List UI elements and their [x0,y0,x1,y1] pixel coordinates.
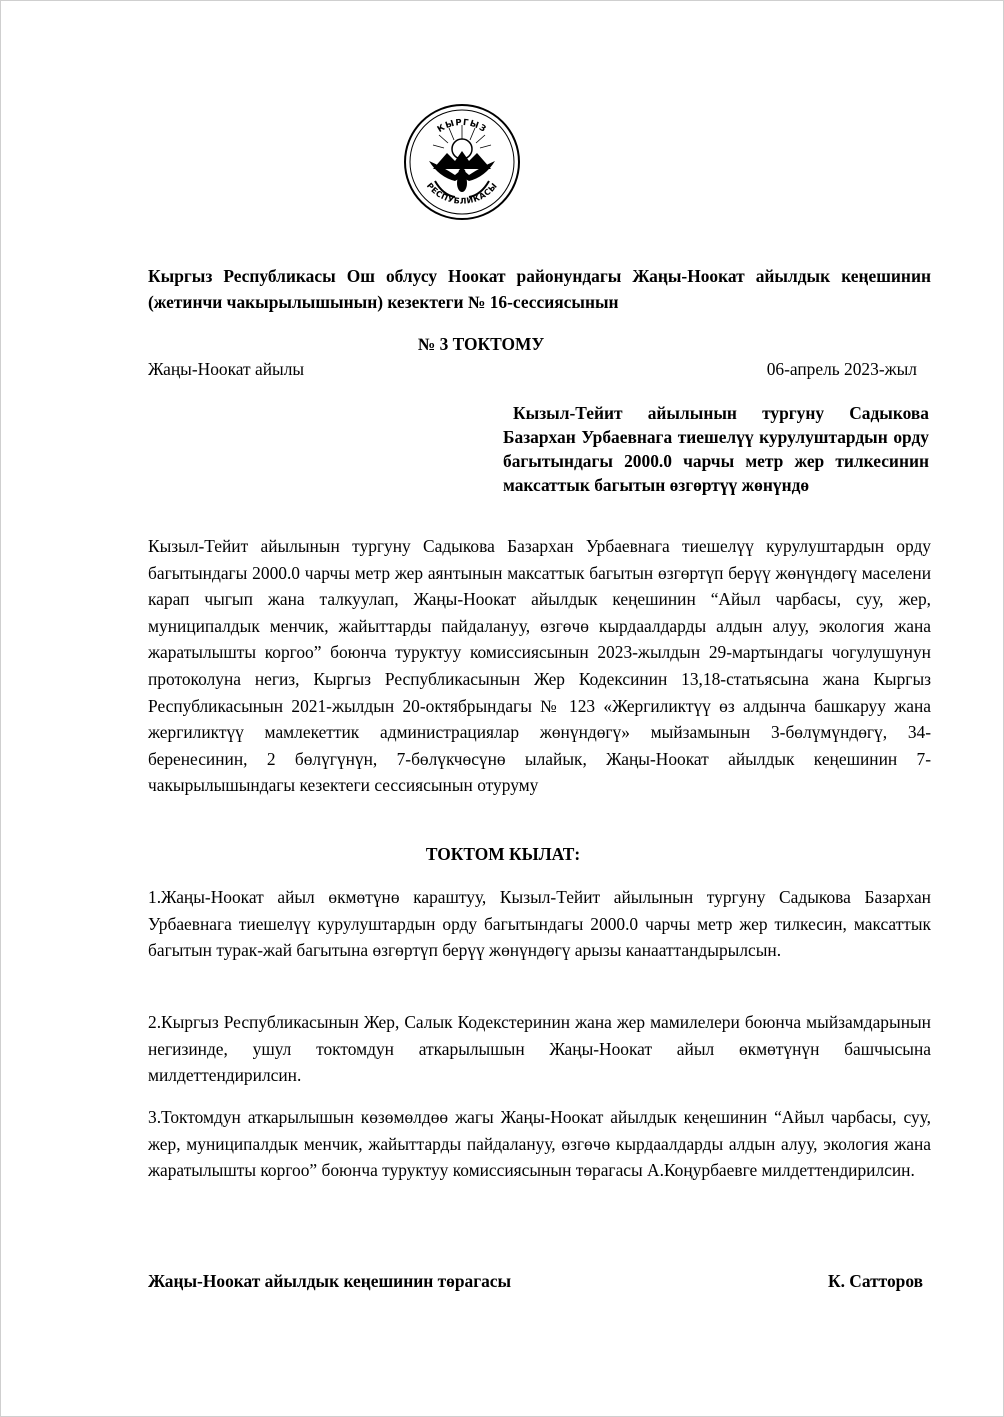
resolution-item-1: 1.Жаңы-Ноокат айыл өкмөтүнө караштуу, Кызыл-Тейит айылынын тургуну Садыкова Базархан Урбаевнага тиешелүү курулуштардын орду багытындагы 2000.0 чарчы метр жер тилкесин, максаттык багытын турак-жай багытына өзгөртүп берүү жөнүндөгү арызы канааттандырылсын. [148,887,931,961]
document-header: Кыргыз Республикасы Ош облусу Ноокат районундагы Жаңы-Ноокат айылдык кеңешинин (жетинчи чакырылышынын) кезектеги № 16-сессиясынын [148,266,931,312]
resolve-heading: ТОКТОМ КЫЛАТ: [425,844,581,864]
signatory-title: Жаңы-Ноокат айылдык кеңешинин төрагасы [148,1271,512,1291]
date-label: 06-апрель 2023-жыл [766,359,917,379]
emblem-top-text: КЫРГЫЗ [435,117,489,136]
emblem-bottom-text: РЕСПУБЛИКАСЫ [424,181,500,206]
document-subject: Кызыл-Тейит айылынын тургуну Садыкова Базархан Урбаевнага тиешелүү курулуштардын орду багытындагы 2000.0 чарчы метр жер тилкесинин максаттык багытын өзгөртүү жөнүндө [503,403,929,495]
resolution-item-3: 3.Токтомдун аткарылышын көзөмөлдөө жагы Жаңы-Ноокат айылдык кеңешинин “Айыл чарбасы, суу, жер, муниципалдык менчик, жайыттарды пайдалануу, өзгөчө кырдаалдарды алдын алуу, экология жана жаратылышты коргоо” боюнча туруктуу комиссиясынын төрагасы А.Коңурбаевге милдеттендирилсин. [148,1107,931,1181]
signatory-name: К. Сатторов [828,1271,923,1291]
state-emblem-icon [403,103,521,221]
resolution-item-2: 2.Кыргыз Республикасынын Жер, Салык Кодекстеринин жана жер мамилелери боюнча мыйзамдарынын негизинде, ушул токтомдун аткарылышын Жаңы-Ноокат айыл өкмөтүнүн башчысына милдеттендирилсин. [148,1012,931,1086]
place-label: Жаңы-Ноокат айылы [148,359,305,379]
intro-paragraph: Кызыл-Тейит айылынын тургуну Садыкова Базархан Урбаевнага тиешелүү курулуштардын орду багытындагы 2000.0 чарчы метр жер аянтынын максаттык багытын өзгөртүп берүү жөнүндөгү маселени карап чыгып жана талкуулап, Жаңы-Ноокат айылдык кеңешинин “Айыл чарбасы, суу, жер, муниципалдык менчик, жайыттарды пайдалануу, өзгөчө кырдаалдарды алдын алуу, экология жана жаратылышты коргоо” боюнча туруктуу комиссиясынын 2023-жылдын 29-мартындагы чогулушунун протоколуна негиз, Кыргыз Республикасынын Жер Кодексинин 13,18-статьясына жана Кыргыз Республикасынын 2021-жылдын 20-октябрындагы № 123 «Жергиликтүү өз алдынча башкаруу жана жергиликтүү мамлекеттик администрациялар жөнүндөгү» мыйзамынын 3-бөлүмүндөгү, 34-беренесинин, 2 бөлүгүнүн, 7-бөлүкчөсүнө ылайык, Жаңы-Ноокат айылдык кеңешинин 7-чакырылышындагы кезектеги сессиясынын отуруму [148,536,931,796]
document-number: № 3 ТОКТОМУ [417,334,545,354]
